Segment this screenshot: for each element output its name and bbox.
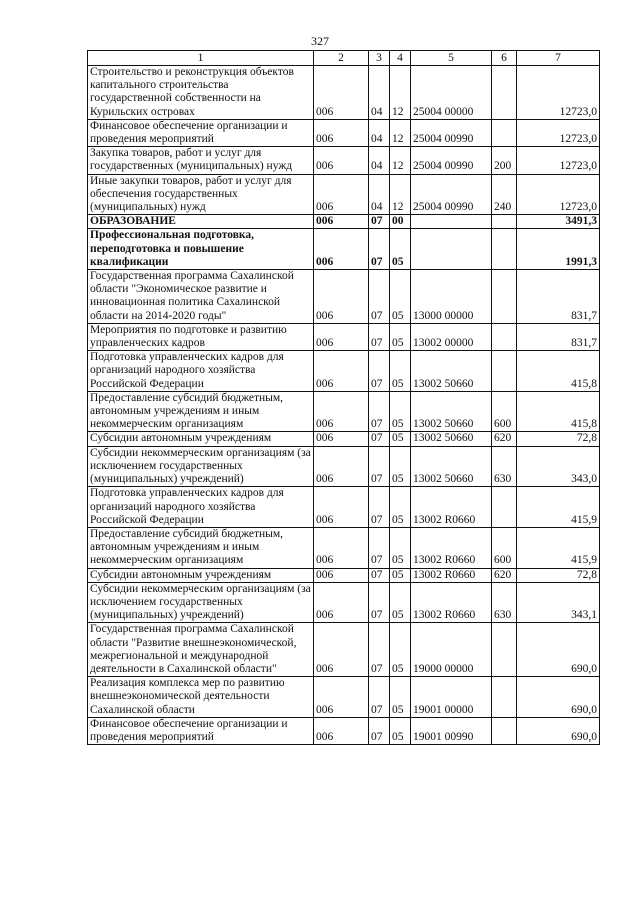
cell-target-article: 25004 00990 — [411, 147, 492, 174]
cell-target-article: 13002 50660 — [411, 351, 492, 392]
cell-ministry-code: 006 — [314, 147, 369, 174]
cell-target-article: 13000 00000 — [411, 270, 492, 324]
cell-subsection: 05 — [390, 391, 411, 432]
cell-name: Реализация комплекса мер по развитию внешнеэкономической деятельности Сахалинской области — [88, 677, 314, 718]
cell-name: Финансовое обеспечение организации и проведения мероприятий — [88, 717, 314, 744]
cell-target-article: 13002 00000 — [411, 323, 492, 350]
cell-amount: 1991,3 — [517, 229, 600, 270]
column-header-2: 2 — [314, 51, 369, 66]
cell-target-article: 13002 R0660 — [411, 582, 492, 623]
cell-section: 07 — [369, 623, 390, 677]
cell-amount: 831,7 — [517, 323, 600, 350]
cell-subsection: 00 — [390, 215, 411, 229]
cell-ministry-code: 006 — [314, 229, 369, 270]
cell-ministry-code: 006 — [314, 717, 369, 744]
table-row — [88, 487, 600, 528]
cell-section: 07 — [369, 568, 390, 582]
cell-subsection: 12 — [390, 119, 411, 146]
cell-ministry-code: 006 — [314, 487, 369, 528]
cell-ministry-code: 006 — [314, 270, 369, 324]
cell-expense-type — [492, 119, 517, 146]
cell-ministry-code: 006 — [314, 446, 369, 487]
column-header-7: 7 — [517, 51, 600, 66]
cell-expense-type: 630 — [492, 582, 517, 623]
cell-target-article: 19001 00990 — [411, 717, 492, 744]
cell-subsection: 05 — [390, 717, 411, 744]
cell-ministry-code: 006 — [314, 432, 369, 446]
cell-amount: 72,8 — [517, 432, 600, 446]
cell-name: Субсидии автономным учреждениям — [88, 568, 314, 582]
cell-ministry-code: 006 — [314, 568, 369, 582]
cell-expense-type — [492, 270, 517, 324]
cell-ministry-code: 006 — [314, 323, 369, 350]
cell-amount: 72,8 — [517, 568, 600, 582]
cell-section: 07 — [369, 717, 390, 744]
header-row — [88, 51, 600, 66]
cell-section: 07 — [369, 527, 390, 568]
cell-name: Профессиональная подготовка, переподготовка и повышение квалификации — [88, 229, 314, 270]
cell-name: Закупка товаров, работ и услуг для государственных (муниципальных) нужд — [88, 147, 314, 174]
cell-name: Субсидии некоммерческим организациям (за исключением государственных (муниципальных) учреждений) — [88, 582, 314, 623]
table-row — [88, 527, 600, 568]
cell-section: 07 — [369, 270, 390, 324]
cell-ministry-code: 006 — [314, 215, 369, 229]
column-header-4: 4 — [390, 51, 411, 66]
cell-target-article: 25004 00000 — [411, 66, 492, 120]
cell-expense-type: 200 — [492, 147, 517, 174]
table-body — [88, 66, 600, 745]
cell-amount: 3491,3 — [517, 215, 600, 229]
cell-name: Строительство и реконструкция объектов капитального строительства государственной собственности на Курильских островах — [88, 66, 314, 120]
cell-section: 04 — [369, 119, 390, 146]
table-row — [88, 351, 600, 392]
cell-target-article: 13002 R0660 — [411, 568, 492, 582]
cell-name: Иные закупки товаров, работ и услуг для обеспечения государственных (муниципальных) нужд — [88, 174, 314, 215]
cell-target-article: 13002 50660 — [411, 432, 492, 446]
table-row — [88, 568, 600, 582]
table-row — [88, 174, 600, 215]
cell-section: 07 — [369, 582, 390, 623]
cell-amount: 343,0 — [517, 446, 600, 487]
cell-amount: 12723,0 — [517, 147, 600, 174]
cell-target-article — [411, 215, 492, 229]
cell-name: Подготовка управленческих кадров для организаций народного хозяйства Российской Федерации — [88, 351, 314, 392]
cell-amount: 415,8 — [517, 391, 600, 432]
cell-subsection: 05 — [390, 323, 411, 350]
cell-section: 04 — [369, 174, 390, 215]
cell-subsection: 12 — [390, 66, 411, 120]
table-row — [88, 623, 600, 677]
cell-section: 07 — [369, 432, 390, 446]
cell-name: Субсидии автономным учреждениям — [88, 432, 314, 446]
table-row — [88, 677, 600, 718]
cell-section: 07 — [369, 323, 390, 350]
cell-expense-type: 600 — [492, 527, 517, 568]
cell-expense-type — [492, 351, 517, 392]
cell-amount: 690,0 — [517, 677, 600, 718]
cell-section: 04 — [369, 66, 390, 120]
cell-amount: 415,8 — [517, 351, 600, 392]
table-row — [88, 215, 600, 229]
cell-target-article: 13002 R0660 — [411, 487, 492, 528]
cell-expense-type: 600 — [492, 391, 517, 432]
cell-subsection: 05 — [390, 527, 411, 568]
column-header-6: 6 — [492, 51, 517, 66]
cell-amount: 12723,0 — [517, 66, 600, 120]
cell-amount: 690,0 — [517, 623, 600, 677]
cell-subsection: 05 — [390, 432, 411, 446]
cell-target-article: 13002 50660 — [411, 446, 492, 487]
cell-name: Финансовое обеспечение организации и проведения мероприятий — [88, 119, 314, 146]
cell-target-article: 25004 00990 — [411, 174, 492, 215]
cell-amount: 831,7 — [517, 270, 600, 324]
table-row — [88, 323, 600, 350]
cell-expense-type: 240 — [492, 174, 517, 215]
cell-target-article: 19001 00000 — [411, 677, 492, 718]
cell-name: Предоставление субсидий бюджетным, автономным учреждениям и иным некоммерческим организациям — [88, 527, 314, 568]
table-row — [88, 582, 600, 623]
cell-ministry-code: 006 — [314, 582, 369, 623]
cell-ministry-code: 006 — [314, 623, 369, 677]
table-row — [88, 717, 600, 744]
cell-expense-type — [492, 623, 517, 677]
cell-target-article: 13002 50660 — [411, 391, 492, 432]
cell-amount: 12723,0 — [517, 174, 600, 215]
cell-expense-type — [492, 677, 517, 718]
cell-section: 07 — [369, 351, 390, 392]
cell-expense-type — [492, 229, 517, 270]
table-row — [88, 147, 600, 174]
cell-subsection: 12 — [390, 174, 411, 215]
cell-amount: 690,0 — [517, 717, 600, 744]
cell-subsection: 12 — [390, 147, 411, 174]
cell-ministry-code: 006 — [314, 119, 369, 146]
cell-amount: 12723,0 — [517, 119, 600, 146]
cell-target-article: 19000 00000 — [411, 623, 492, 677]
cell-section: 04 — [369, 147, 390, 174]
table-row — [88, 270, 600, 324]
cell-name: Государственная программа Сахалинской области "Развитие внешнеэкономической, межрегиональной и международной деятельности в Сахалинской области" — [88, 623, 314, 677]
cell-subsection: 05 — [390, 487, 411, 528]
cell-name: Предоставление субсидий бюджетным, автономным учреждениям и иным некоммерческим организациям — [88, 391, 314, 432]
cell-target-article: 25004 00990 — [411, 119, 492, 146]
table-row — [88, 119, 600, 146]
cell-expense-type — [492, 215, 517, 229]
cell-subsection: 05 — [390, 677, 411, 718]
cell-subsection: 05 — [390, 623, 411, 677]
table-row — [88, 446, 600, 487]
cell-expense-type — [492, 487, 517, 528]
cell-section: 07 — [369, 446, 390, 487]
column-header-1: 1 — [88, 51, 314, 66]
cell-section: 07 — [369, 391, 390, 432]
cell-subsection: 05 — [390, 229, 411, 270]
column-header-5: 5 — [411, 51, 492, 66]
cell-section: 07 — [369, 229, 390, 270]
cell-ministry-code: 006 — [314, 66, 369, 120]
table-row — [88, 229, 600, 270]
table-row — [88, 391, 600, 432]
table-row — [88, 432, 600, 446]
cell-amount: 415,9 — [517, 487, 600, 528]
cell-name: Мероприятия по подготовке и развитию управленческих кадров — [88, 323, 314, 350]
cell-subsection: 05 — [390, 270, 411, 324]
page-number: 327 — [311, 34, 329, 48]
table-row — [88, 66, 600, 120]
cell-name: Подготовка управленческих кадров для организаций народного хозяйства Российской Федерации — [88, 487, 314, 528]
cell-subsection: 05 — [390, 446, 411, 487]
cell-amount: 415,9 — [517, 527, 600, 568]
cell-name: Государственная программа Сахалинской области "Экономическое развитие и инновационная политика Сахалинской области на 2014-2020 годы" — [88, 270, 314, 324]
cell-subsection: 05 — [390, 568, 411, 582]
cell-expense-type — [492, 323, 517, 350]
cell-expense-type — [492, 66, 517, 120]
budget-table — [87, 50, 600, 745]
cell-ministry-code: 006 — [314, 174, 369, 215]
column-header-3: 3 — [369, 51, 390, 66]
cell-section: 07 — [369, 487, 390, 528]
cell-section: 07 — [369, 215, 390, 229]
cell-subsection: 05 — [390, 582, 411, 623]
cell-expense-type: 620 — [492, 568, 517, 582]
cell-name: ОБРАЗОВАНИЕ — [88, 215, 314, 229]
cell-section: 07 — [369, 677, 390, 718]
cell-name: Субсидии некоммерческим организациям (за исключением государственных (муниципальных) учреждений) — [88, 446, 314, 487]
cell-target-article — [411, 229, 492, 270]
cell-ministry-code: 006 — [314, 527, 369, 568]
cell-amount: 343,1 — [517, 582, 600, 623]
cell-ministry-code: 006 — [314, 391, 369, 432]
cell-expense-type: 630 — [492, 446, 517, 487]
cell-ministry-code: 006 — [314, 677, 369, 718]
cell-expense-type: 620 — [492, 432, 517, 446]
cell-target-article: 13002 R0660 — [411, 527, 492, 568]
cell-subsection: 05 — [390, 351, 411, 392]
cell-ministry-code: 006 — [314, 351, 369, 392]
cell-expense-type — [492, 717, 517, 744]
